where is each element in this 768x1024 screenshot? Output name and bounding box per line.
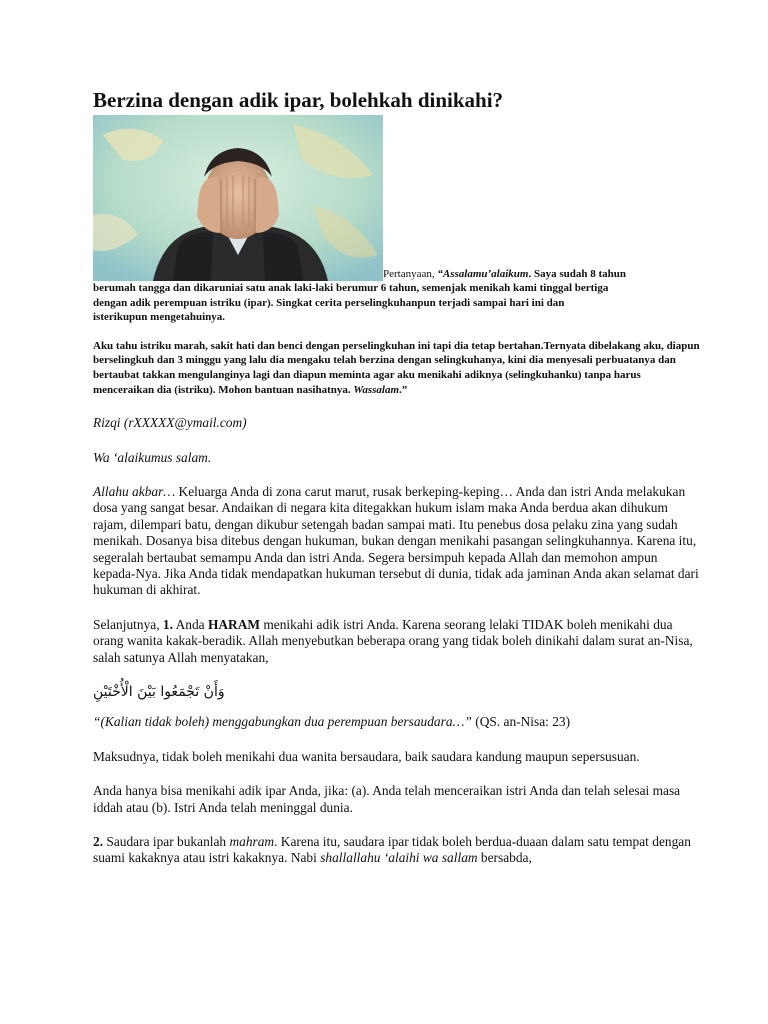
question-paragraph-1	[93, 281, 703, 325]
sender-text: Rizqi (rXXXXX@ymail.com)	[93, 415, 247, 431]
question-prefix: Pertanyaan,	[383, 268, 438, 280]
answer-paragraph-3: Maksudnya, tidak boleh menikahi dua wanita bersaudara, baik saudara kandung maupun sepersusuan.	[93, 748, 640, 764]
arabic-verse: وَأَنْ تَجْمَعُوا بَيْنَ الْأُخْتَيْنِ	[93, 684, 225, 701]
answer-p5-a: Saudara ipar bukanlah	[103, 834, 230, 850]
answer-p5-number: 2.	[93, 834, 104, 850]
answer-p5-b: . Karena itu, saudara ipar tidak boleh berdua-duaan dalam satu tempat dengan suami kakaknya atau istri kakaknya. Nabi	[93, 834, 691, 866]
answer-paragraph-5	[93, 834, 703, 867]
answer-paragraph-1	[93, 484, 703, 599]
question-line2: berumah tangga dan dikaruniai satu anak laki-laki berumur 6 tahun, semenjak menikah kami tinggal bertiga	[93, 282, 609, 294]
answer-p2-a: Selanjutnya,	[93, 616, 163, 632]
answer-p5-salawat: shallallahu ‘alaihi wa sallam	[320, 850, 478, 866]
verse-reference: (QS. an-Nisa: 23)	[471, 714, 571, 730]
question-greeting: “Assalamu’alaikum	[437, 268, 529, 280]
question-first-line	[383, 268, 626, 281]
man-covering-face-photo	[93, 115, 383, 281]
article-title: Berzina dengan adik ipar, bolehkah dinikahi?	[93, 88, 504, 112]
answer-p2-number: 1.	[162, 616, 173, 632]
verse-italic: “(Kalian tidak boleh) menggabungkan dua perempuan bersaudara…”	[93, 714, 472, 730]
document-page	[93, 88, 703, 867]
question-closing: .”	[399, 383, 408, 396]
question-wassalam: Wassalam	[353, 383, 400, 396]
question-paragraph-2	[93, 339, 703, 397]
answer-p1-italic: Allahu akbar…	[93, 483, 176, 499]
answer-p2-b: Anda	[172, 616, 208, 632]
answer-p5-mahram: mahram	[229, 834, 275, 850]
answer-p2-c: menikahi adik istri Anda. Karena seorang lelaki TIDAK boleh menikahi dua orang wanita kakak-beradik. Allah menyebutkan beberapa orang yang tidak boleh dinikahi dalam surat an-Nisa, salah satunya Allah menyatakan,	[93, 616, 693, 665]
verse-translation	[93, 714, 703, 730]
sender-line	[93, 415, 703, 431]
answer-paragraph-4: Anda hanya bisa menikahi adik ipar Anda, jika: (a). Anda telah menceraikan istri Anda dan telah selesai masa iddah atau (b). Istri Anda telah meninggal dunia.	[93, 783, 681, 815]
reply-greeting-text: Wa ‘alaikumus salam.	[93, 449, 212, 465]
answer-p2-haram: HARAM	[207, 616, 261, 632]
question-para2-main: Aku tahu istriku marah, sakit hati dan benci dengan perselingkuhan ini tapi dia tetap bertahan.Ternyata dibelakang aku, diapun berselingkuh dan 3 minggu yang lalu dia mengaku telah berzina dengan selingkuhanya, kini dia menyesali perbuatanya dan bertaubat takkan mengulanginya lagi dan diapun meminta agar aku menikahi adiknya (selingkuhanku) tanpa harus menceraikan dia (istriku). Mohon bantuan nasihatnya.	[93, 339, 700, 396]
photo-row	[93, 115, 703, 281]
answer-p5-c: bersabda,	[477, 850, 532, 866]
answer-p1-text: Keluarga Anda di zona carut marut, rusak berkeping-keping… Anda dan istri Anda melakukan dosa yang sangat besar. Andaikan di negara kita ditegakkan hukum islam maka Anda berdua akan dihukum rajam, dilempari batu, dengan dikubur setengah badan sampai mati. Itu penebus dosa pelaku zina yang sudah menikah. Dosanya bisa ditebus dengan hukuman, bukan dengan menikahi pasangan selingkuhannya. Karena itu, segeralah bertaubat semampu Anda dan istri Anda. Segera bersimpuh kepada Allah dan memohon ampun kepada-Nya. Jika Anda tidak mendapatkan hukuman tersebut di dunia, tidak ada jaminan Anda akan selamat dari hukuman di akhirat.	[93, 483, 699, 598]
question-line3: dengan adik perempuan istriku (ipar). Singkat cerita perselingkuhanpun terjadi sampai hari ini dan	[93, 296, 565, 309]
reply-greeting	[93, 450, 703, 466]
question-line4: isterikupun mengetahuinya.	[93, 311, 226, 324]
answer-paragraph-2	[93, 617, 703, 666]
question-line1-rest: . Saya sudah 8 tahun	[528, 268, 626, 280]
